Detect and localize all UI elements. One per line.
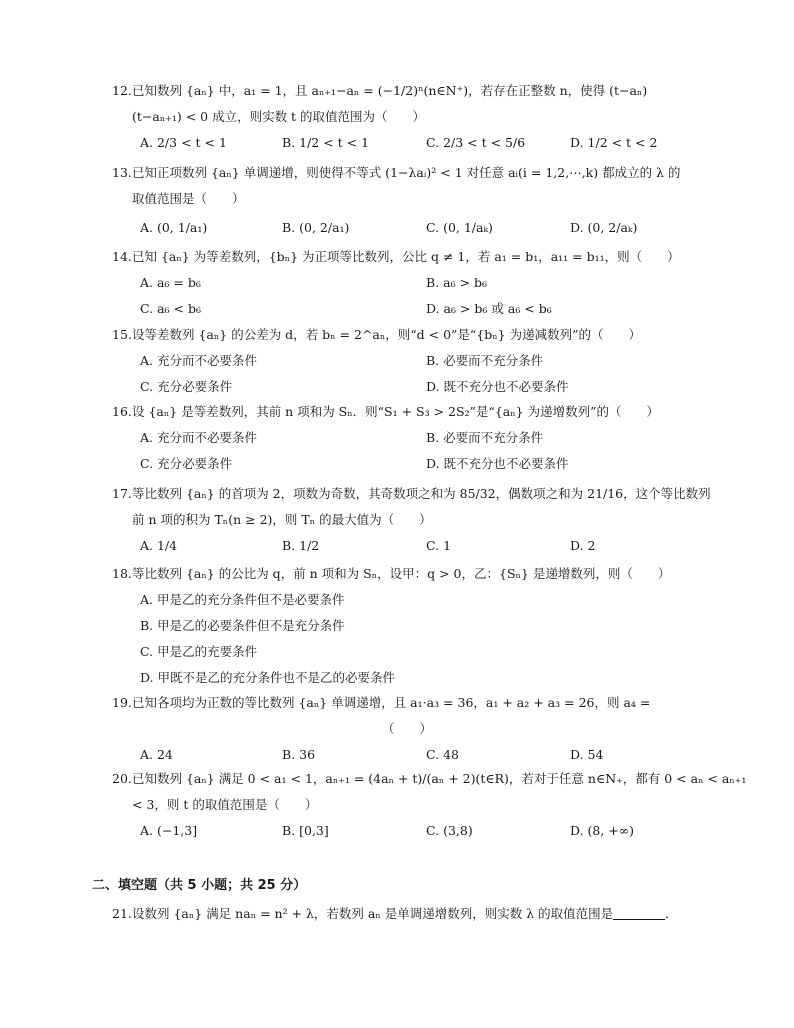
question-stem: 等比数列 {aₙ} 的首项为 2，项数为奇数，其奇数项之和为 85/32，偶数项之和为 21/16，这个等比数列 — [132, 486, 711, 501]
question-16 — [112, 399, 702, 477]
option-a[interactable]: A. 充分而不必要条件 — [140, 430, 257, 445]
question-stem-cont: < 3，则 t 的取值范围是（ ） — [132, 797, 318, 812]
question-number: 13. — [112, 165, 132, 180]
question-stem-cont: 前 n 项的积为 Tₙ(n ≥ 2)，则 Tₙ 的最大值为（ ） — [132, 512, 432, 527]
question-21 — [112, 901, 702, 927]
option-b[interactable]: B. a₆ > b₆ — [426, 275, 488, 290]
question-stem-cont: 取值范围是（ ） — [132, 191, 245, 206]
question-number: 19. — [112, 695, 132, 710]
option-b[interactable]: B. [0,3] — [282, 823, 329, 838]
option-d[interactable]: D. 既不充分也不必要条件 — [426, 456, 569, 471]
option-c[interactable]: C. 充分必要条件 — [140, 456, 233, 471]
question-12 — [112, 78, 702, 156]
option-a[interactable]: A. 2/3 < t < 1 — [140, 135, 227, 150]
question-stem — [132, 901, 678, 927]
option-d[interactable]: D. 甲既不是乙的充分条件也不是乙的必要条件 — [140, 670, 396, 685]
option-d[interactable]: D. (8, +∞) — [570, 823, 635, 838]
question-stem: 已知各项均为正数的等比数列 {aₙ} 单调递增，且 a₁·a₃ = 36，a₁ + a₂ + a₃ = 26，则 a₄ = — [132, 695, 651, 710]
option-d[interactable]: D. (0, 2/aₖ) — [570, 220, 638, 235]
question-15 — [112, 322, 702, 400]
option-a[interactable]: A. (0, 1/a₁) — [140, 220, 208, 235]
option-c[interactable]: C. (0, 1/aₖ) — [426, 220, 493, 235]
option-d[interactable]: D. a₆ > b₆ 或 a₆ < b₆ — [426, 301, 552, 316]
option-c[interactable]: C. 48 — [426, 747, 459, 762]
option-c[interactable]: C. 甲是乙的充要条件 — [140, 644, 258, 659]
question-number: 21. — [112, 906, 132, 921]
option-a[interactable]: A. 1/4 — [140, 538, 178, 553]
question-stem: 已知数列 {aₙ} 中，a₁ = 1，且 aₙ₊₁−aₙ = (−1/2)ⁿ(n∈N⁺)，若存在正整数 n，使得 (t−aₙ) — [132, 83, 648, 98]
question-number: 16. — [112, 404, 132, 419]
question-number: 20. — [112, 771, 132, 786]
question-end: ． — [665, 906, 678, 921]
question-stem: 已知正项数列 {aₙ} 单调递增，则使得不等式 (1−λaᵢ)² < 1 对任意 aᵢ(i = 1,2,⋯,k) 都成立的 λ 的 — [132, 165, 681, 180]
option-d[interactable]: D. 54 — [570, 747, 604, 762]
option-a[interactable]: A. (−1,3] — [140, 823, 198, 838]
option-b[interactable]: B. 36 — [282, 747, 316, 762]
option-a[interactable]: A. a₆ = b₆ — [140, 275, 201, 290]
option-b[interactable]: B. 必要而不充分条件 — [426, 353, 544, 368]
option-b[interactable]: B. 必要而不充分条件 — [426, 430, 544, 445]
option-c[interactable]: C. 充分必要条件 — [140, 379, 233, 394]
question-number: 18. — [112, 566, 132, 581]
question-14 — [112, 244, 702, 322]
option-b[interactable]: B. (0, 2/a₁) — [282, 220, 350, 235]
question-18 — [112, 561, 702, 691]
section-heading: 二、填空题（共 5 小题；共 25 分） — [92, 878, 307, 893]
question-stem-cont: （ ） — [382, 721, 433, 736]
question-17 — [112, 481, 711, 559]
option-c[interactable]: C. (3,8) — [426, 823, 473, 838]
option-b[interactable]: B. 甲是乙的必要条件但不是充分条件 — [140, 618, 345, 633]
question-stem: 设等差数列 {aₙ} 的公差为 d，若 bₙ = 2^aₙ，则“d < 0”是“{bₙ} 为递减数列”的（ ） — [132, 327, 642, 342]
option-a[interactable]: A. 甲是乙的充分条件但不是必要条件 — [140, 592, 345, 607]
option-d[interactable]: D. 既不充分也不必要条件 — [426, 379, 569, 394]
option-c[interactable]: C. 1 — [426, 538, 452, 553]
question-number: 12. — [112, 83, 132, 98]
question-text: 设数列 {aₙ} 满足 naₙ = n² + λ，若数列 aₙ 是单调递增数列，则实数 λ 的取值范围是 — [132, 906, 614, 921]
option-d[interactable]: D. 1/2 < t < 2 — [570, 135, 658, 150]
option-c[interactable]: C. a₆ < b₆ — [140, 301, 201, 316]
question-number: 15. — [112, 327, 132, 342]
question-stem: 已知数列 {aₙ} 满足 0 < a₁ < 1，aₙ₊₁ = (4aₙ + t)/(aₙ + 2)(t∈R)，若对于任意 n∈N₊，都有 0 < aₙ < aₙ₊₁ — [132, 771, 747, 786]
question-number: 14. — [112, 249, 132, 264]
option-b[interactable]: B. 1/2 < t < 1 — [282, 135, 370, 150]
question-stem: 已知 {aₙ} 为等差数列，{bₙ} 为正项等比数列，公比 q ≠ 1，若 a₁ = b₁，a₁₁ = b₁₁，则（ ） — [132, 249, 680, 264]
option-c[interactable]: C. 2/3 < t < 5/6 — [426, 135, 526, 150]
question-19 — [112, 690, 702, 768]
question-number: 17. — [112, 486, 132, 501]
option-a[interactable]: A. 24 — [140, 747, 173, 762]
option-b[interactable]: B. 1/2 — [282, 538, 320, 553]
question-13 — [112, 160, 702, 244]
question-stem: 等比数列 {aₙ} 的公比为 q，前 n 项和为 Sₙ，设甲：q > 0，乙：{Sₙ} 是递增数列，则（ ） — [132, 566, 671, 581]
question-stem-cont: (t−aₙ₊₁) < 0 成立，则实数 t 的取值范围为（ ） — [132, 109, 426, 124]
question-stem: 设 {aₙ} 是等差数列，其前 n 项和为 Sₙ．则“S₁ + S₃ > 2S₂”是“{aₙ} 为递增数列”的（ ） — [132, 404, 659, 419]
option-d[interactable]: D. 2 — [570, 538, 596, 553]
option-a[interactable]: A. 充分而不必要条件 — [140, 353, 257, 368]
question-20 — [112, 766, 747, 844]
answer-blank[interactable] — [613, 905, 665, 920]
